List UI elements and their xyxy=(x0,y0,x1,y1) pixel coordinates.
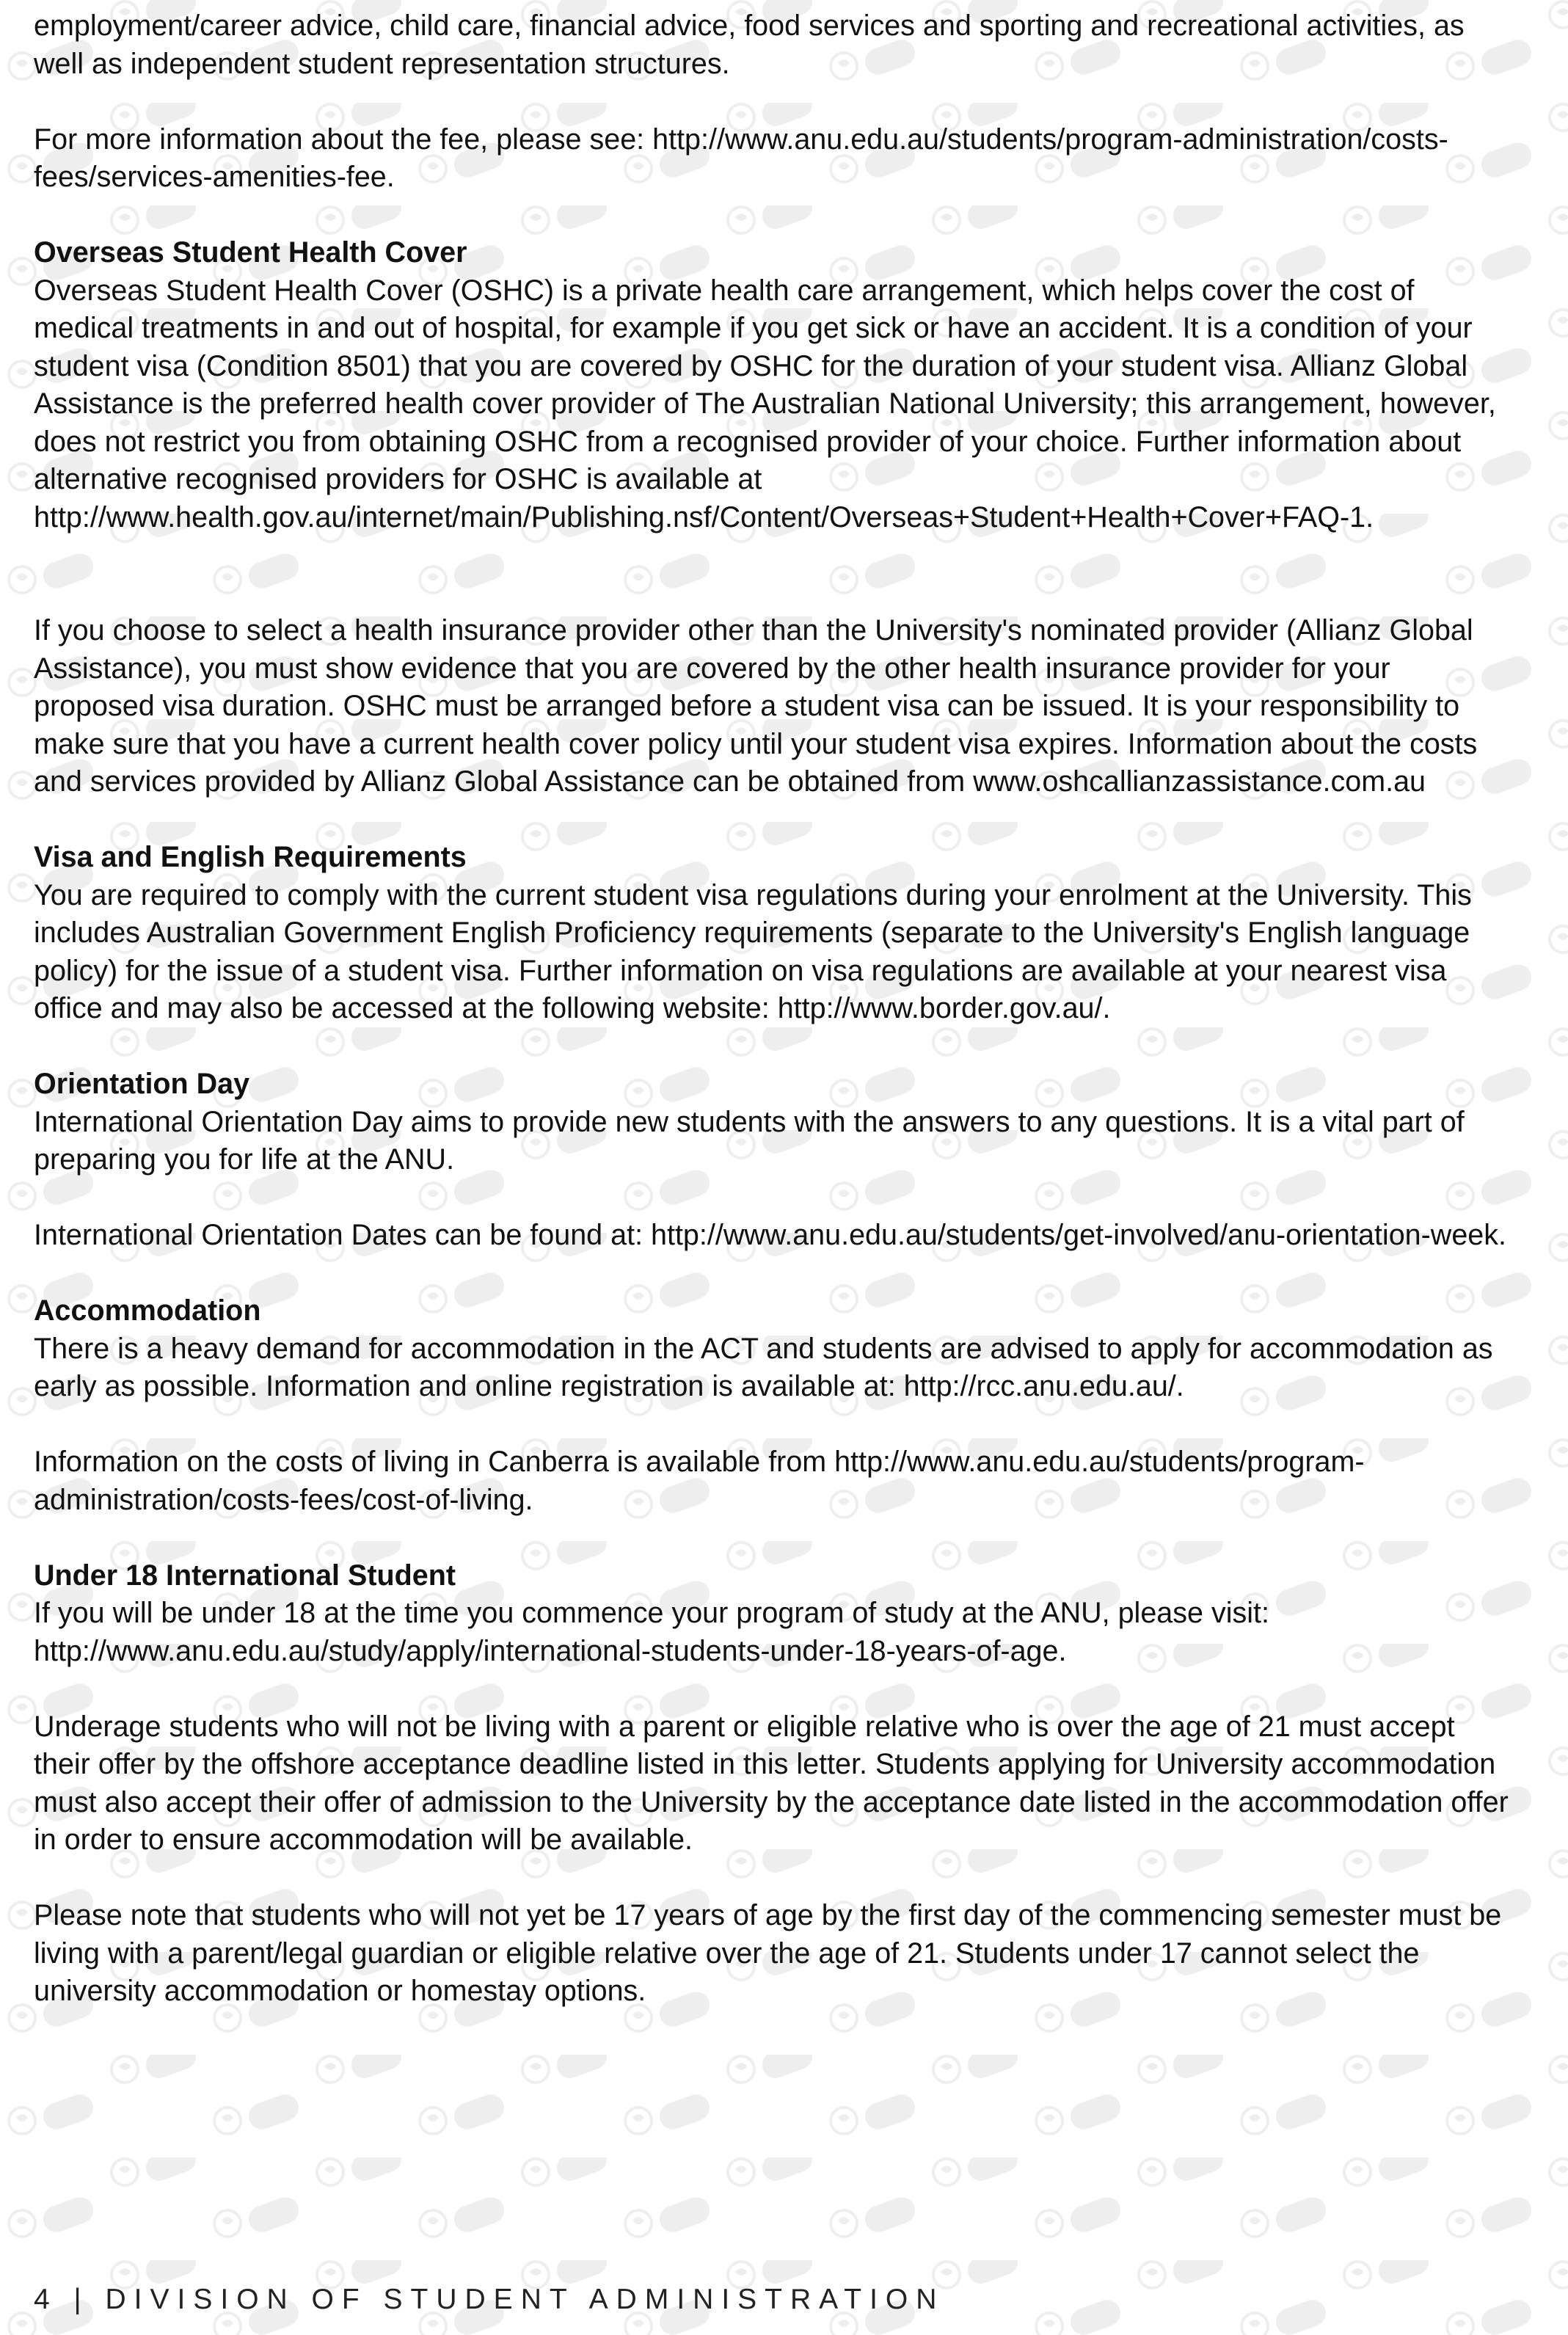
section-visa xyxy=(34,839,1516,1028)
oshc-paragraph-1: Overseas Student Health Cover (OSHC) is a private health care arrangement, which helps cover the cost of medical treatments in and out of hospital, for example if you get sick or have an accident. It is a condition of your student visa (Condition 8501) that you are covered by OSHC for the duration of your student visa. Allianz Global Assistance is the preferred health cover provider of The Australian National University; this arrangement, however, does not restrict you from obtaining OSHC from a recognised provider of your choice. Further information about alternative recognised providers for OSHC is available at http://www.health.gov.au/internet/main/Publishing.nsf/Content/Overseas+Student+Health+Cover+FAQ-1. xyxy=(34,274,1496,533)
heading-accommodation: Accommodation xyxy=(34,1294,261,1327)
heading-visa: Visa and English Requirements xyxy=(34,841,467,873)
accommodation-paragraph-2: Information on the costs of living in Canberra is available from http://www.anu.edu.au/students/program-administration/costs-fees/cost-of-living. xyxy=(34,1446,1365,1516)
section-under-18 xyxy=(34,1557,1516,2011)
under-18-paragraph-3: Please note that students who will not yet be 17 years of age by the first day of the commencing semester must be living with a parent/legal guardian or eligible relative over the age of 21. Students under 17 cannot select the university accommodation or homestay options. xyxy=(34,1899,1502,2007)
heading-under-18: Under 18 International Student xyxy=(34,1559,456,1592)
oshc-paragraph-2: If you choose to select a health insurance provider other than the University's nominated provider (Allianz Global Assistance), you must show evidence that you are covered by the other health insurance provider for your proposed visa duration. OSHC must be arranged before a student visa can be issued. It is your responsibility to make sure that you have a current health cover policy until your student visa expires. Information about the costs and services provided by Allianz Global Assistance can be obtained from www.oshcallianzassistance.com.au xyxy=(34,614,1478,798)
under-18-paragraph-1: If you will be under 18 at the time you commence your program of study at the ANU, please visit: http://www.anu.edu.au/study/apply/international-students-under-18-years-of-age. xyxy=(34,1597,1269,1667)
intro-paragraph-2: For more information about the fee, please see: http://www.anu.edu.au/students/program-administration/costs-fees/services-amenities-fee. xyxy=(34,123,1448,193)
accommodation-paragraph-1: There is a heavy demand for accommodation in the ACT and students are advised to apply for accommodation as early as possible. Information and online registration is available at: http://rcc.anu.edu.au/. xyxy=(34,1332,1493,1402)
section-oshc xyxy=(34,234,1516,801)
section-orientation xyxy=(34,1065,1516,1255)
page-footer: 4 | DIVISION OF STUDENT ADMINISTRATION xyxy=(34,2284,945,2315)
intro-paragraph-1: employment/career advice, child care, financial advice, food services and sporting and recreational activities, as well as independent student representation structures. xyxy=(34,10,1465,80)
document-body xyxy=(34,7,1516,2048)
heading-orientation: Orientation Day xyxy=(34,1068,250,1100)
orientation-paragraph-1: International Orientation Day aims to provide new students with the answers to any questions. It is a vital part of preparing you for life at the ANU. xyxy=(34,1105,1465,1176)
heading-oshc: Overseas Student Health Cover xyxy=(34,236,467,269)
visa-paragraph-1: You are required to comply with the current student visa regulations during your enrolment at the University. This includes Australian Government English Proficiency requirements (separate to the University's English language policy) for the issue of a student visa. Further information on visa regulations are available at your nearest visa office and may also be accessed at the following website: http://www.border.gov.au/. xyxy=(34,878,1472,1024)
section-accommodation xyxy=(34,1292,1516,1519)
under-18-paragraph-2: Underage students who will not be living with a parent or eligible relative who is over the age of 21 must accept their offer by the offshore acceptance deadline listed in this letter. Students applying for University accommodation must also accept their offer of admission to the University by the acceptance date listed in the accommodation offer in order to ensure accommodation will be available. xyxy=(34,1710,1509,1856)
orientation-paragraph-2: International Orientation Dates can be found at: http://www.anu.edu.au/students/get-involved/anu-orientation-week. xyxy=(34,1219,1506,1251)
